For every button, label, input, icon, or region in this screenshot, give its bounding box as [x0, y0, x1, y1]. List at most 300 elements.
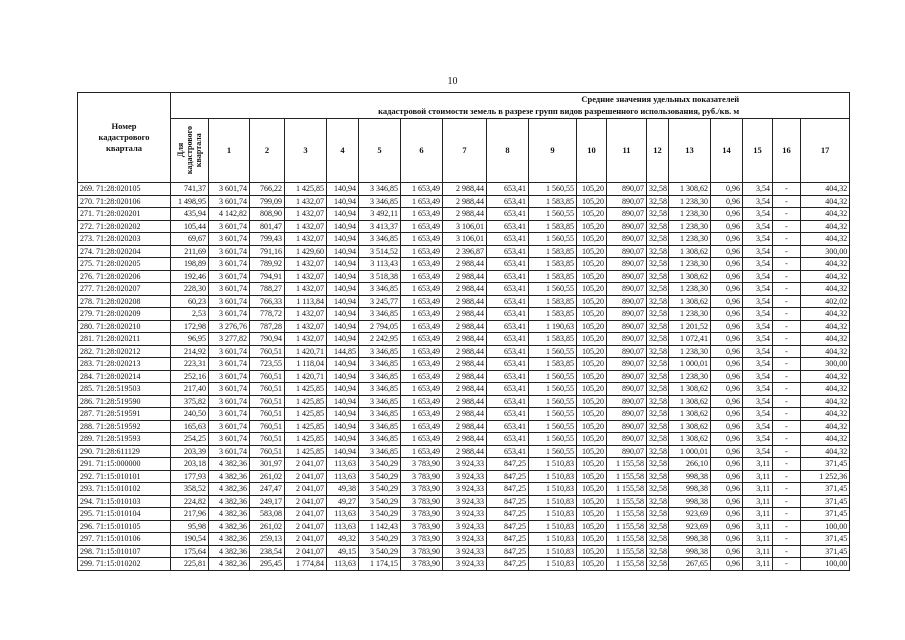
value-cell: 32,58	[647, 333, 669, 346]
value-cell: 890,07	[607, 183, 647, 196]
value-cell: -	[773, 245, 801, 258]
value-cell: 404,32	[801, 195, 850, 208]
value-cell: 3 601,74	[209, 183, 250, 196]
value-cell: 1 583,85	[529, 308, 577, 321]
value-cell: 4 382,36	[209, 508, 250, 521]
value-cell: 0,96	[711, 220, 743, 233]
value-cell: 105,20	[577, 333, 607, 346]
value-cell: 4 382,36	[209, 545, 250, 558]
cadastral-value-table	[77, 92, 850, 571]
value-cell: 140,94	[327, 358, 359, 371]
value-cell: 1 583,85	[529, 358, 577, 371]
value-cell: 2 988,44	[443, 345, 487, 358]
cadastral-number-cell: 294. 71:15:010103	[78, 495, 171, 508]
header-group-1: 1	[209, 119, 250, 183]
value-cell: 404,32	[801, 370, 850, 383]
value-cell: 140,94	[327, 370, 359, 383]
value-cell: 1 308,62	[669, 408, 711, 421]
value-cell: 1 155,58	[607, 558, 647, 571]
value-cell: 1 510,83	[529, 470, 577, 483]
value-cell: 32,58	[647, 458, 669, 471]
value-cell: 140,94	[327, 433, 359, 446]
value-cell: 808,90	[250, 208, 285, 221]
header-group-10: 10	[577, 119, 607, 183]
table-row	[78, 458, 850, 471]
value-cell: 404,32	[801, 420, 850, 433]
value-cell: 3 601,74	[209, 283, 250, 296]
value-cell: 371,45	[801, 545, 850, 558]
value-cell: 3 924,33	[443, 508, 487, 521]
value-cell: 3,11	[743, 458, 773, 471]
value-cell: 140,94	[327, 220, 359, 233]
value-cell: 1 432,07	[285, 208, 327, 221]
value-cell: 228,30	[171, 283, 209, 296]
value-cell: 2 396,87	[443, 245, 487, 258]
value-cell: 404,32	[801, 308, 850, 321]
header-group-16: 16	[773, 119, 801, 183]
value-cell: 404,32	[801, 220, 850, 233]
value-cell: 140,94	[327, 408, 359, 421]
value-cell: 1 653,49	[401, 420, 443, 433]
table-row	[78, 295, 850, 308]
value-cell: 358,52	[171, 483, 209, 496]
value-cell: 1 583,85	[529, 245, 577, 258]
value-cell: 3,11	[743, 520, 773, 533]
value-cell: 3 601,74	[209, 220, 250, 233]
value-cell: 295,45	[250, 558, 285, 571]
value-cell: 404,32	[801, 283, 850, 296]
value-cell: 890,07	[607, 245, 647, 258]
value-cell: 32,58	[647, 358, 669, 371]
header-group-12: 12	[647, 119, 669, 183]
value-cell: 404,32	[801, 333, 850, 346]
value-cell: 653,41	[487, 195, 529, 208]
value-cell: 801,47	[250, 220, 285, 233]
value-cell: 2 988,44	[443, 433, 487, 446]
table-row	[78, 358, 850, 371]
value-cell: 3 346,85	[359, 195, 401, 208]
value-cell: 0,96	[711, 545, 743, 558]
value-cell: 890,07	[607, 345, 647, 358]
value-cell: 404,32	[801, 345, 850, 358]
value-cell: 211,69	[171, 245, 209, 258]
value-cell: 3 346,85	[359, 408, 401, 421]
value-cell: 113,63	[327, 470, 359, 483]
value-cell: 32,58	[647, 420, 669, 433]
value-cell: 1 432,07	[285, 258, 327, 271]
value-cell: 1 308,62	[669, 183, 711, 196]
value-cell: 1 000,01	[669, 358, 711, 371]
value-cell: 3 413,37	[359, 220, 401, 233]
value-cell: 3,54	[743, 320, 773, 333]
value-cell: 1 653,49	[401, 333, 443, 346]
value-cell: 1 510,83	[529, 458, 577, 471]
value-cell: 653,41	[487, 270, 529, 283]
cadastral-number-cell: 288. 71:28:519592	[78, 420, 171, 433]
value-cell: 3,54	[743, 433, 773, 446]
value-cell: 3 106,01	[443, 233, 487, 246]
value-cell: 1 583,85	[529, 333, 577, 346]
value-cell: 105,20	[577, 308, 607, 321]
value-cell: 3 346,85	[359, 420, 401, 433]
value-cell: 847,25	[487, 545, 529, 558]
cadastral-number-cell: 299. 71:15:010202	[78, 558, 171, 571]
value-cell: 105,20	[577, 483, 607, 496]
value-cell: 1 432,07	[285, 195, 327, 208]
value-cell: 1 420,71	[285, 370, 327, 383]
value-cell: 1 238,30	[669, 308, 711, 321]
value-cell: 252,16	[171, 370, 209, 383]
value-cell: 259,13	[250, 533, 285, 546]
value-cell: 267,65	[669, 558, 711, 571]
table-row	[78, 320, 850, 333]
value-cell: 203,18	[171, 458, 209, 471]
cadastral-number-cell: 285. 71:28:519503	[78, 383, 171, 396]
value-cell: 1 653,49	[401, 433, 443, 446]
value-cell: 3 783,90	[401, 483, 443, 496]
value-cell: 2 242,95	[359, 333, 401, 346]
value-cell: 799,43	[250, 233, 285, 246]
value-cell: 0,96	[711, 483, 743, 496]
value-cell: 2 988,44	[443, 258, 487, 271]
table-row	[78, 233, 850, 246]
value-cell: 0,96	[711, 395, 743, 408]
value-cell: 998,38	[669, 483, 711, 496]
value-cell: 0,96	[711, 345, 743, 358]
value-cell: 1 072,41	[669, 333, 711, 346]
value-cell: 3 924,33	[443, 458, 487, 471]
value-cell: 3,11	[743, 495, 773, 508]
value-cell: 3 924,33	[443, 545, 487, 558]
value-cell: -	[773, 345, 801, 358]
value-cell: 3,54	[743, 445, 773, 458]
value-cell: 1 653,49	[401, 183, 443, 196]
value-cell: 3 924,33	[443, 470, 487, 483]
value-cell: 0,96	[711, 408, 743, 421]
value-cell: 3,54	[743, 208, 773, 221]
value-cell: 3 601,74	[209, 233, 250, 246]
value-cell: 890,07	[607, 308, 647, 321]
value-cell: 890,07	[607, 408, 647, 421]
value-cell: 583,08	[250, 508, 285, 521]
value-cell: 300,00	[801, 245, 850, 258]
value-cell: 2 988,44	[443, 445, 487, 458]
value-cell: 1 774,84	[285, 558, 327, 571]
value-cell: 2 041,07	[285, 495, 327, 508]
value-cell: 3 783,90	[401, 508, 443, 521]
value-cell: 3 783,90	[401, 558, 443, 571]
value-cell: 105,20	[577, 295, 607, 308]
value-cell: 254,25	[171, 433, 209, 446]
value-cell: 2,53	[171, 308, 209, 321]
value-cell: 32,58	[647, 545, 669, 558]
value-cell: 140,94	[327, 270, 359, 283]
table-row	[78, 283, 850, 296]
value-cell: 653,41	[487, 395, 529, 408]
value-cell: 3 601,74	[209, 345, 250, 358]
value-cell: 1 425,85	[285, 395, 327, 408]
value-cell: 1 510,83	[529, 533, 577, 546]
value-cell: 0,96	[711, 458, 743, 471]
value-cell: -	[773, 270, 801, 283]
value-cell: 3 492,11	[359, 208, 401, 221]
value-cell: 653,41	[487, 283, 529, 296]
value-cell: 3 540,29	[359, 545, 401, 558]
value-cell: 1 560,55	[529, 370, 577, 383]
cadastral-number-cell: 276. 71:28:020206	[78, 270, 171, 283]
value-cell: 788,27	[250, 283, 285, 296]
cadastral-number-cell: 298. 71:15:010107	[78, 545, 171, 558]
value-cell: 3 346,85	[359, 358, 401, 371]
value-cell: 1 155,58	[607, 545, 647, 558]
value-cell: 32,58	[647, 283, 669, 296]
value-cell: 760,51	[250, 445, 285, 458]
value-cell: 105,20	[577, 383, 607, 396]
value-cell: 890,07	[607, 208, 647, 221]
value-cell: 0,96	[711, 383, 743, 396]
cadastral-number-cell: 277. 71:28:020207	[78, 283, 171, 296]
value-cell: 3,54	[743, 195, 773, 208]
value-cell: 998,38	[669, 533, 711, 546]
header-group-3: 3	[285, 119, 327, 183]
value-cell: 140,94	[327, 283, 359, 296]
value-cell: 1 653,49	[401, 308, 443, 321]
value-cell: 32,58	[647, 233, 669, 246]
value-cell: 1 510,83	[529, 495, 577, 508]
value-cell: 140,94	[327, 245, 359, 258]
value-cell: 1 653,49	[401, 370, 443, 383]
value-cell: 847,25	[487, 533, 529, 546]
value-cell: 3 346,85	[359, 183, 401, 196]
value-cell: 32,58	[647, 258, 669, 271]
value-cell: -	[773, 483, 801, 496]
value-cell: 3 601,74	[209, 408, 250, 421]
value-cell: 847,25	[487, 495, 529, 508]
table-row	[78, 220, 850, 233]
header-quarter: Для кадастрового квартала	[171, 119, 209, 183]
cadastral-number-cell: 286. 71:28:519590	[78, 395, 171, 408]
value-cell: 653,41	[487, 320, 529, 333]
value-cell: 2 988,44	[443, 208, 487, 221]
value-cell: 266,10	[669, 458, 711, 471]
cadastral-number-cell: 278. 71:28:020208	[78, 295, 171, 308]
value-cell: 1 653,49	[401, 408, 443, 421]
value-cell: 2 988,44	[443, 383, 487, 396]
cadastral-number-cell: 273. 71:28:020203	[78, 233, 171, 246]
value-cell: 32,58	[647, 345, 669, 358]
value-cell: 1 583,85	[529, 258, 577, 271]
value-cell: 105,20	[577, 195, 607, 208]
value-cell: 371,45	[801, 458, 850, 471]
value-cell: 790,94	[250, 333, 285, 346]
header-group-15: 15	[743, 119, 773, 183]
value-cell: 105,20	[577, 558, 607, 571]
value-cell: 0,96	[711, 295, 743, 308]
table-row	[78, 445, 850, 458]
value-cell: 105,20	[577, 245, 607, 258]
value-cell: 32,58	[647, 308, 669, 321]
header-group-11: 11	[607, 119, 647, 183]
value-cell: 3,54	[743, 345, 773, 358]
value-cell: 1 425,85	[285, 433, 327, 446]
table-row	[78, 195, 850, 208]
value-cell: 238,54	[250, 545, 285, 558]
value-cell: 3 601,74	[209, 308, 250, 321]
value-cell: 69,67	[171, 233, 209, 246]
value-cell: 2 988,44	[443, 333, 487, 346]
value-cell: 140,94	[327, 195, 359, 208]
cadastral-number-cell: 287. 71:28:519591	[78, 408, 171, 421]
value-cell: 890,07	[607, 258, 647, 271]
value-cell: 0,96	[711, 233, 743, 246]
value-cell: 247,47	[250, 483, 285, 496]
value-cell: 0,96	[711, 420, 743, 433]
value-cell: 105,20	[577, 258, 607, 271]
value-cell: 2 041,07	[285, 533, 327, 546]
value-cell: 653,41	[487, 233, 529, 246]
value-cell: 998,38	[669, 545, 711, 558]
value-cell: 402,02	[801, 295, 850, 308]
value-cell: -	[773, 358, 801, 371]
cadastral-number-cell: 282. 71:28:020212	[78, 345, 171, 358]
value-cell: 261,02	[250, 520, 285, 533]
value-cell: 1 432,07	[285, 333, 327, 346]
value-cell: 0,96	[711, 183, 743, 196]
value-cell: 0,96	[711, 270, 743, 283]
value-cell: 2 988,44	[443, 320, 487, 333]
header-group-13: 13	[669, 119, 711, 183]
value-cell: 3 346,85	[359, 308, 401, 321]
value-cell: 2 988,44	[443, 370, 487, 383]
value-cell: 3,11	[743, 470, 773, 483]
value-cell: 0,96	[711, 445, 743, 458]
header-group-14: 14	[711, 119, 743, 183]
cadastral-number-cell: 295. 71:15:010104	[78, 508, 171, 521]
value-cell: 3 518,38	[359, 270, 401, 283]
value-cell: 3 783,90	[401, 495, 443, 508]
value-cell: 190,54	[171, 533, 209, 546]
value-cell: 113,63	[327, 458, 359, 471]
cadastral-number-cell: 293. 71:15:010102	[78, 483, 171, 496]
value-cell: 653,41	[487, 183, 529, 196]
value-cell: 3 601,74	[209, 420, 250, 433]
value-cell: 2 041,07	[285, 520, 327, 533]
value-cell: 1 510,83	[529, 545, 577, 558]
cadastral-number-cell: 283. 71:28:020213	[78, 358, 171, 371]
value-cell: 32,58	[647, 220, 669, 233]
value-cell: 223,31	[171, 358, 209, 371]
value-cell: 1 252,36	[801, 470, 850, 483]
value-cell: -	[773, 233, 801, 246]
value-cell: 847,25	[487, 458, 529, 471]
value-cell: 32,58	[647, 383, 669, 396]
value-cell: 1 432,07	[285, 270, 327, 283]
value-cell: 214,92	[171, 345, 209, 358]
value-cell: 890,07	[607, 220, 647, 233]
value-cell: -	[773, 470, 801, 483]
value-cell: 3 601,74	[209, 445, 250, 458]
value-cell: 105,20	[577, 420, 607, 433]
table-row	[78, 483, 850, 496]
value-cell: 3,54	[743, 283, 773, 296]
value-cell: 100,00	[801, 558, 850, 571]
value-cell: 760,51	[250, 395, 285, 408]
value-cell: 177,93	[171, 470, 209, 483]
value-cell: 890,07	[607, 233, 647, 246]
value-cell: 923,69	[669, 508, 711, 521]
value-cell: -	[773, 370, 801, 383]
value-cell: 1 653,49	[401, 295, 443, 308]
value-cell: 890,07	[607, 383, 647, 396]
table-row	[78, 533, 850, 546]
cadastral-number-cell: 297. 71:15:010106	[78, 533, 171, 546]
cadastral-number-cell: 270. 71:28:020106	[78, 195, 171, 208]
value-cell: 766,22	[250, 183, 285, 196]
value-cell: 1 308,62	[669, 383, 711, 396]
value-cell: 890,07	[607, 358, 647, 371]
value-cell: 32,58	[647, 270, 669, 283]
value-cell: 224,82	[171, 495, 209, 508]
value-cell: 3,11	[743, 508, 773, 521]
value-cell: 3,54	[743, 258, 773, 271]
value-cell: 3,54	[743, 220, 773, 233]
value-cell: 3 924,33	[443, 558, 487, 571]
value-cell: -	[773, 308, 801, 321]
value-cell: 32,58	[647, 558, 669, 571]
value-cell: 653,41	[487, 333, 529, 346]
value-cell: -	[773, 420, 801, 433]
value-cell: 2 041,07	[285, 458, 327, 471]
value-cell: 371,45	[801, 533, 850, 546]
value-cell: 140,94	[327, 258, 359, 271]
value-cell: 0,96	[711, 520, 743, 533]
value-cell: 2 988,44	[443, 358, 487, 371]
value-cell: 3 540,29	[359, 470, 401, 483]
value-cell: 791,16	[250, 245, 285, 258]
header-cadastral-number: Номер кадастрового квартала	[78, 93, 171, 183]
value-cell: 0,96	[711, 495, 743, 508]
value-cell: 1 510,83	[529, 483, 577, 496]
value-cell: 404,32	[801, 383, 850, 396]
value-cell: 3,54	[743, 333, 773, 346]
table-row	[78, 558, 850, 571]
cadastral-number-cell: 292. 71:15:010101	[78, 470, 171, 483]
value-cell: -	[773, 495, 801, 508]
value-cell: 96,95	[171, 333, 209, 346]
value-cell: 847,25	[487, 483, 529, 496]
value-cell: 95,98	[171, 520, 209, 533]
value-cell: 3 346,85	[359, 283, 401, 296]
value-cell: 1 238,30	[669, 258, 711, 271]
table-row	[78, 333, 850, 346]
value-cell: -	[773, 445, 801, 458]
value-cell: 760,51	[250, 345, 285, 358]
value-cell: 3,54	[743, 420, 773, 433]
value-cell: 890,07	[607, 395, 647, 408]
value-cell: 3 783,90	[401, 470, 443, 483]
value-cell: 3 601,74	[209, 270, 250, 283]
value-cell: 32,58	[647, 520, 669, 533]
value-cell: -	[773, 283, 801, 296]
value-cell: 0,96	[711, 470, 743, 483]
value-cell: 3 924,33	[443, 495, 487, 508]
value-cell: 3 540,29	[359, 483, 401, 496]
cadastral-number-cell: 274. 71:28:020204	[78, 245, 171, 258]
value-cell: 3 245,77	[359, 295, 401, 308]
value-cell: 1 308,62	[669, 395, 711, 408]
value-cell: 760,51	[250, 370, 285, 383]
cadastral-number-cell: 289. 71:28:519593	[78, 433, 171, 446]
